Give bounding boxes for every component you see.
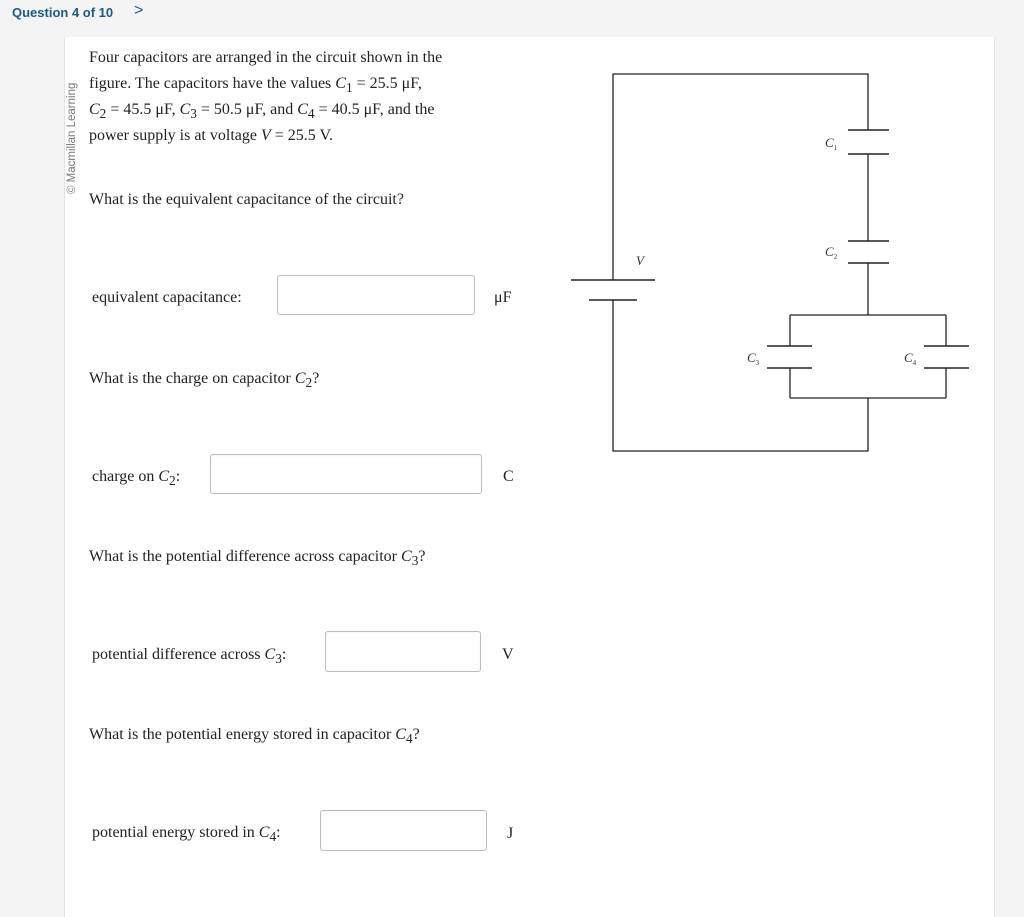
question-4-unit: J <box>507 825 514 842</box>
question-2-prompt: What is the charge on capacitor $C_2$? <box>89 370 320 391</box>
potential-energy-c4-field-box <box>320 810 487 851</box>
wire-bottom <box>613 300 868 451</box>
equivalent-capacitance-field-box <box>277 275 475 315</box>
question-4-prompt: What is the potential energy stored in capacitor $C_4$? <box>89 726 420 747</box>
question-3-unit: V <box>502 646 514 663</box>
c1-label: $C_1$ <box>825 135 838 152</box>
charge-c2-input[interactable] <box>211 455 481 493</box>
question-counter[interactable]: Question 4 of 10 <box>12 5 114 20</box>
question-3-prompt: What is the potential difference across capacitor $C_3$? <box>89 548 426 569</box>
question-1-prompt: What is the equivalent capacitance of the circuit? <box>89 191 404 208</box>
question-nav-bar <box>0 0 1024 28</box>
question-4-label: potential energy stored in $C_4$: <box>92 824 281 845</box>
potential-difference-c3-input[interactable] <box>326 632 480 671</box>
c2-label: $C_2$ <box>825 244 838 261</box>
equivalent-capacitance-input[interactable] <box>278 276 474 314</box>
intro-line-1: Four capacitors are arranged in the circuit shown in the <box>89 49 443 66</box>
question-3-label: potential difference across $C_3$: <box>92 646 287 667</box>
question-1-unit: μF <box>494 289 512 306</box>
intro-line-3: $C_2 = 45.5$ μF, $C_3 = 50.5$ μF, and $C_4 = 40.5$ μF, and the <box>89 101 435 122</box>
potential-difference-c3-field-box <box>325 631 481 672</box>
potential-energy-c4-input[interactable] <box>321 811 486 850</box>
question-1-label: equivalent capacitance: <box>92 289 242 306</box>
next-question-chevron-icon[interactable]: > <box>134 2 144 19</box>
c4-label: $C_4$ <box>904 350 917 367</box>
intro-line-4: power supply is at voltage V = 25.5 V. <box>89 127 333 144</box>
copyright-credit: © Macmillan Learning <box>66 82 78 194</box>
question-2-label: charge on $C_2$: <box>92 468 181 489</box>
question-2-unit: C <box>503 468 514 485</box>
intro-line-2: figure. The capacitors have the values $C_1 = 25.5$ μF, <box>89 75 422 96</box>
battery-label: V <box>636 253 644 268</box>
c3-label: $C_3$ <box>747 350 760 367</box>
charge-c2-field-box <box>210 454 482 494</box>
circuit-diagram <box>560 60 980 460</box>
